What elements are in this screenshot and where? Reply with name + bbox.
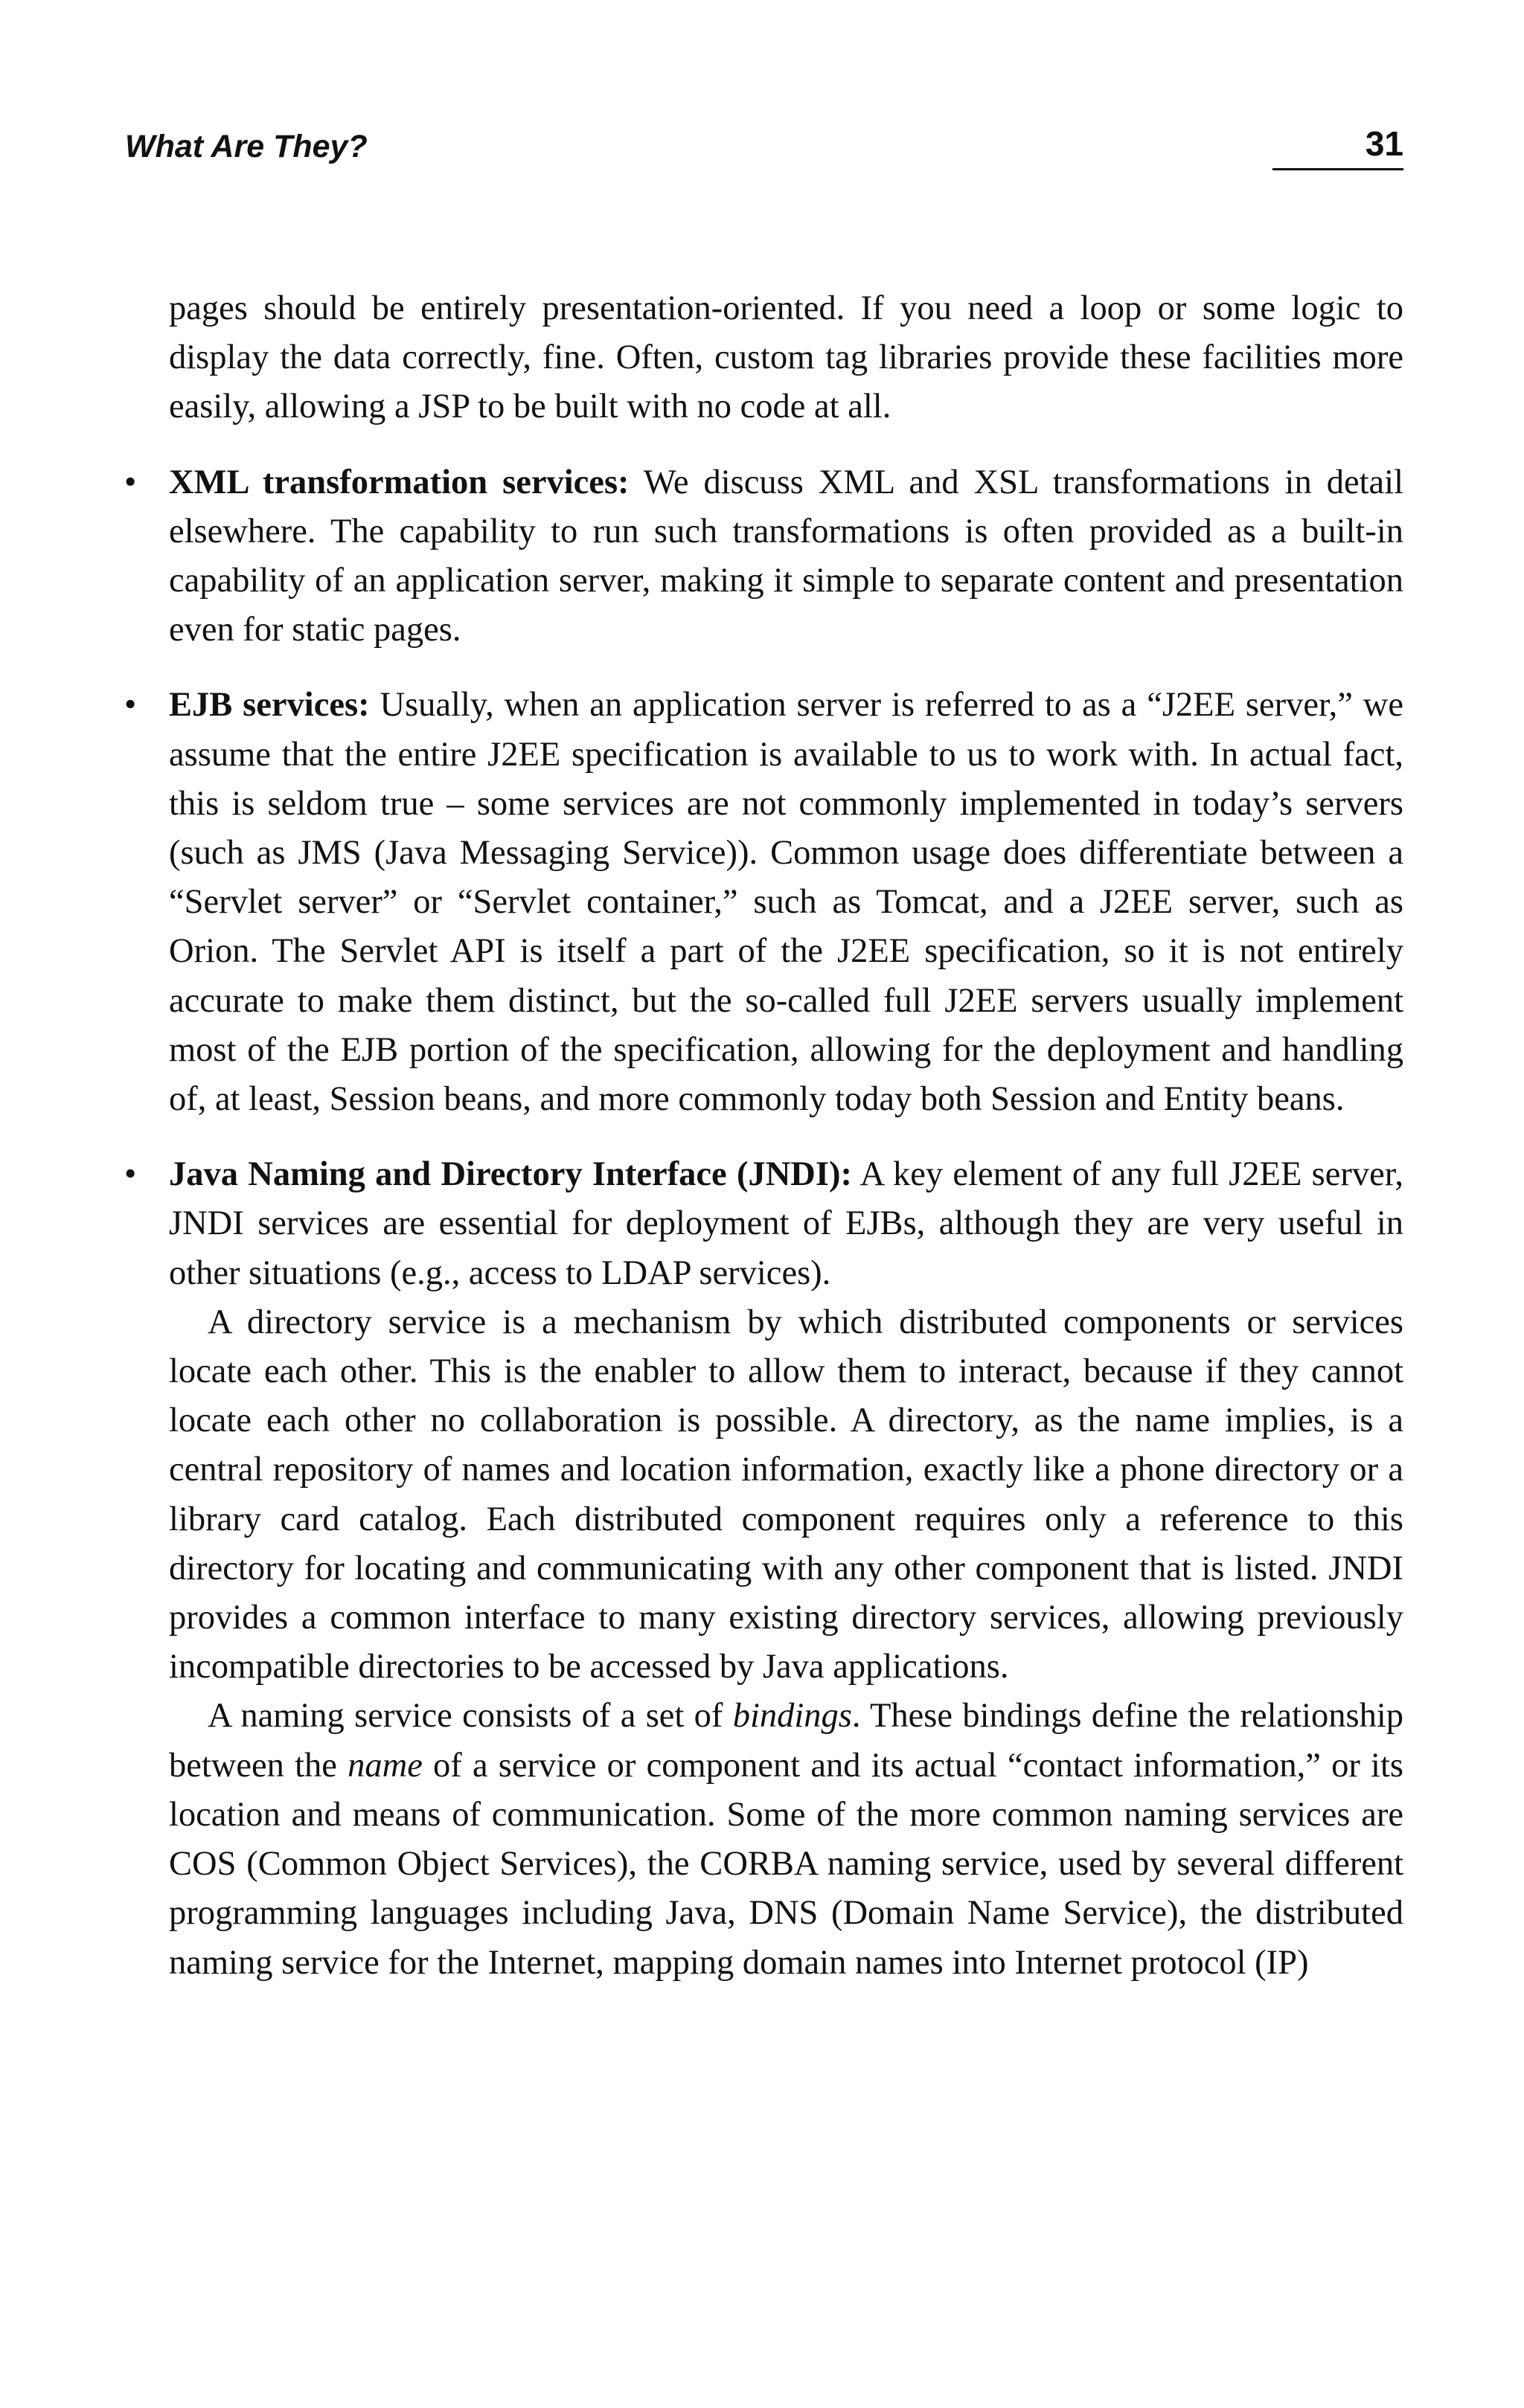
naming-service-paragraph [169, 1692, 1403, 1987]
bullet-icon: • [124, 686, 137, 725]
bullet-term: Java Naming and Directory Interface (JNDI): [169, 1155, 852, 1194]
emphasis-name: name [348, 1746, 423, 1785]
bullet-term: EJB services: [169, 686, 370, 725]
bullet-icon: • [124, 1155, 137, 1194]
naming-text-part: . These bindings define the relationship between the [169, 1697, 1404, 1785]
bullet-icon: • [124, 463, 137, 501]
continuation-paragraph: pages should be entirely presentation-oriented. If you need a loop or some logic to display the data correctly, fine. Often, custom tag libraries provide these facilities more easily, allowing a JSP to be built with no code at all. [169, 289, 1403, 426]
emphasis-bindings: bindings [732, 1697, 852, 1736]
bullet-item-jndi [124, 1150, 1403, 1298]
running-header [125, 126, 1403, 186]
naming-text-part: A naming service consists of a set of [208, 1697, 733, 1736]
bullet-text: Usually, when an application server is referred to as a “J2EE server,” we assume that the entire J2EE specification is available to us to work with. In actual fact, this is seldom true – some services are not commonly implemented in today’s servers (such as JMS (Java Messaging Service)). Common usage does differentiate between a “Servlet server” or “Servlet container,” such as Tomcat, and a J2EE server, such as Orion. The Servlet API is itself a part of the J2EE specification, so it is not entirely accurate to make them distinct, but the so-called full J2EE servers usually implement most of the EJB portion of the specification, allowing for the deployment and handling of, at least, Session beans, and more commonly today both Session and Entity beans. [169, 686, 1404, 1119]
bullet-item-xml [124, 458, 1403, 655]
page-number: 31 [1272, 126, 1403, 170]
bullet-item-ejb [124, 681, 1404, 1124]
bullet-text: We discuss XML and XSL transformations in detail elsewhere. The capability to run such transformations is often provided as a built-in capability of an application server, making it simple to separate content and presentation even for static pages. [169, 463, 1403, 649]
bullet-text: A key element of any full J2EE server, JNDI services are essential for deployment of EJBs, although they are very useful in other situations (e.g., access to LDAP services). [169, 1155, 1403, 1292]
body-text [124, 284, 1404, 1988]
directory-service-paragraph: A directory service is a mechanism by which distributed components or services locate each other. This is the enabler to allow them to interact, because if they cannot locate each other no collaboration is possible. A directory, as the name implies, is a central repository of names and location information, exactly like a phone directory or a library card catalog. Each distributed component requires only a reference to this directory for locating and communicating with any other component that is listed. JNDI provides a common interface to many existing directory services, allowing previously incompatible directories to be accessed by Java applications. [169, 1303, 1403, 1686]
bullet-term: XML transformation services: [169, 463, 630, 501]
running-title: What Are They? [125, 129, 368, 164]
naming-text-part: of a service or component and its actual “contact information,” or its location and means of communication. Some of the more common naming services are COS (Common Object Services), the CORBA naming service, used by several different programming languages including Java, DNS (Domain Name Service), the distributed naming service for the Internet, mapping domain names into Internet protocol (IP) [169, 1746, 1403, 1982]
